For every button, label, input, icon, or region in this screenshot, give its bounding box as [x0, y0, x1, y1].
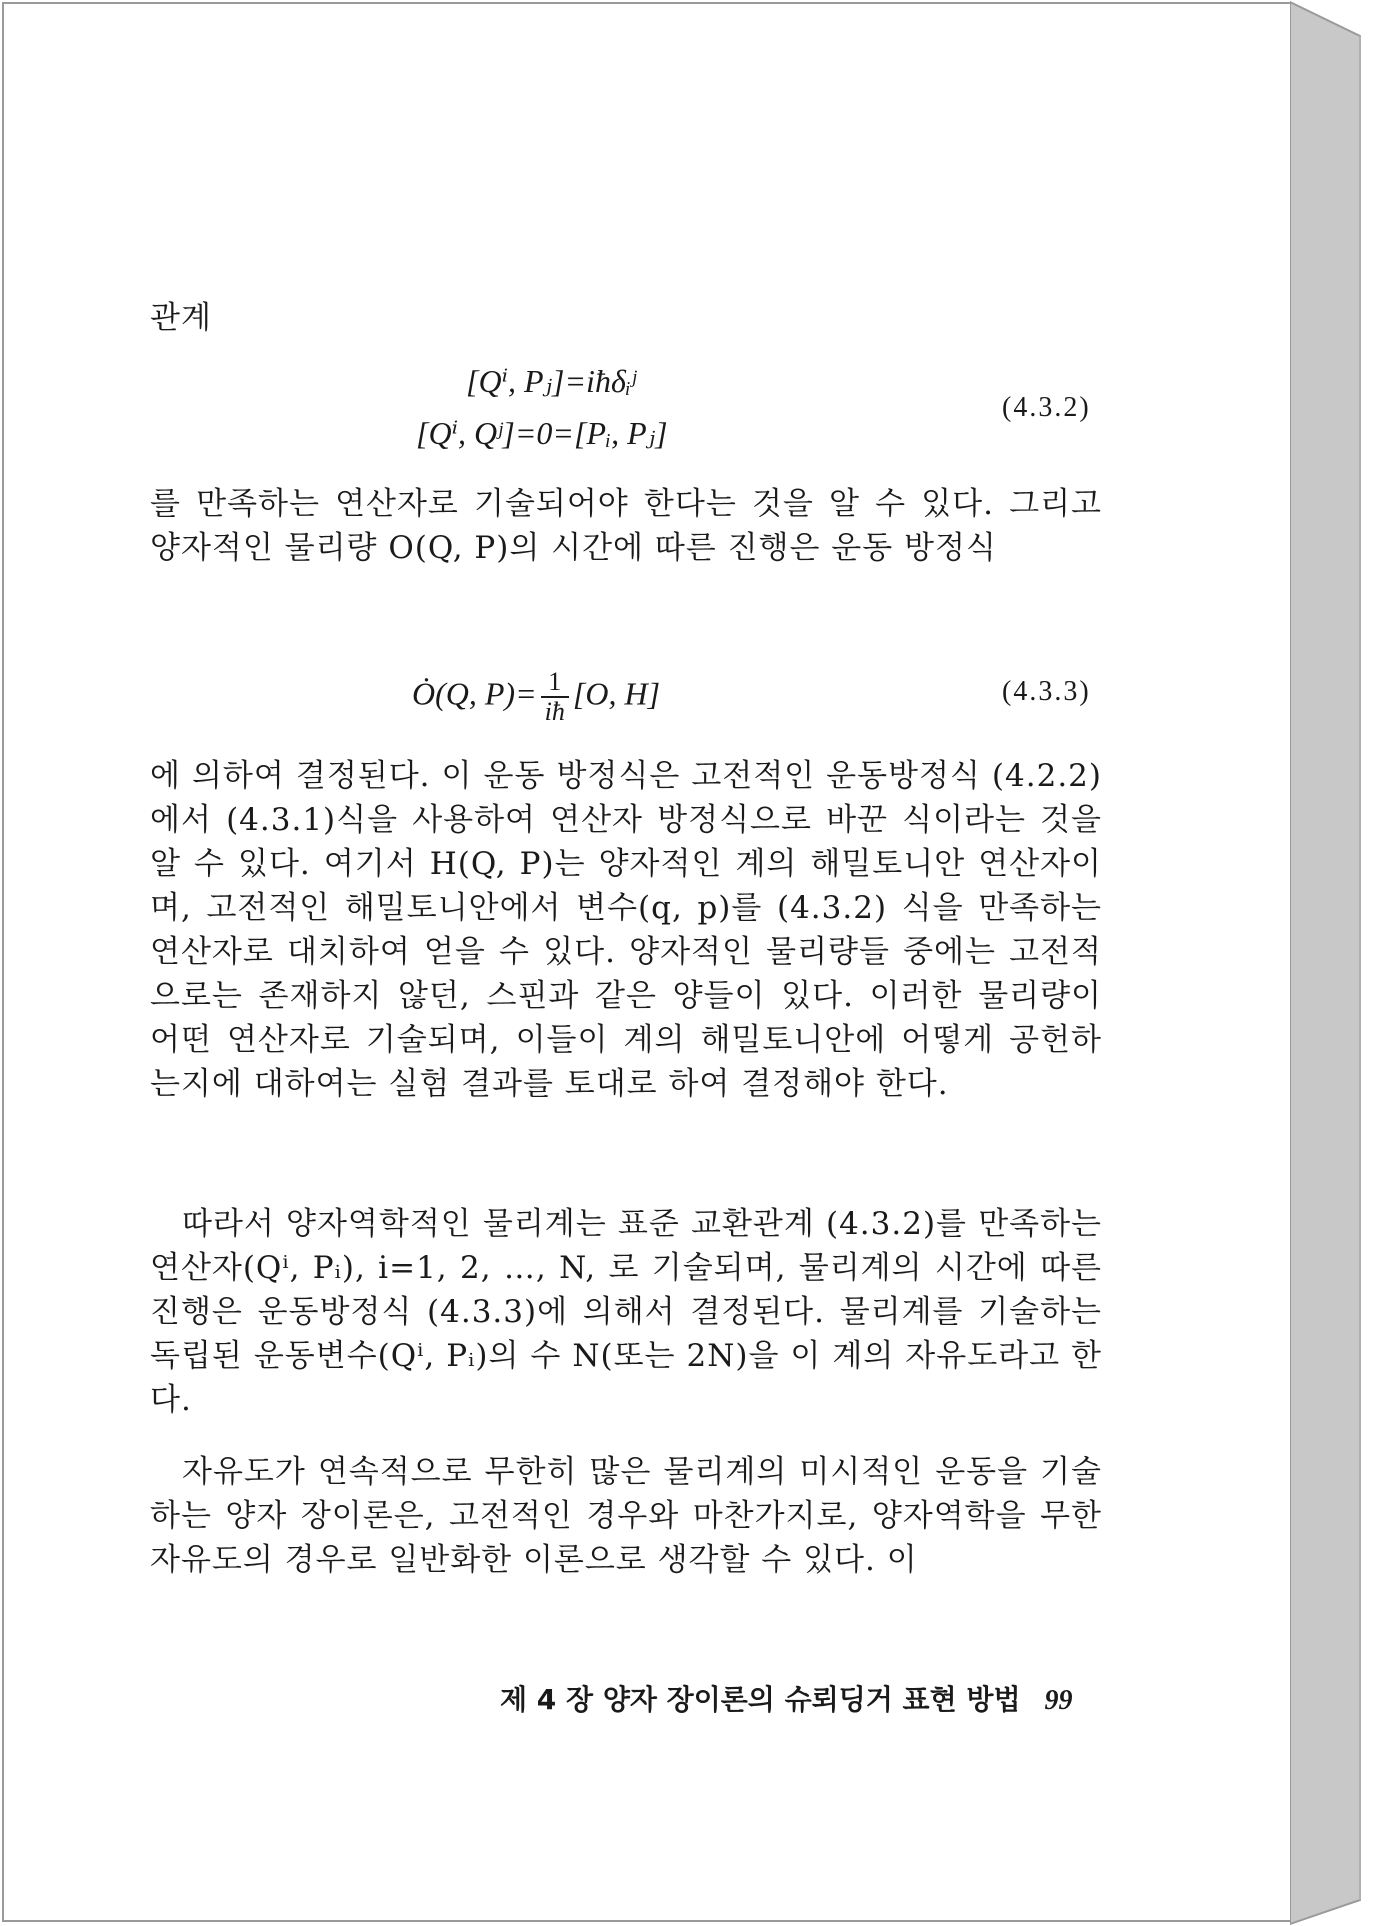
footer-chapter-title: 제 4 장 양자 장이론의 슈뢰딩거 표현 방법 — [500, 1683, 1021, 1716]
fraction-denominator: iħ — [544, 697, 565, 726]
equation-4-3-3-right: [O, H] — [572, 675, 661, 712]
equation-4-3-2-line1: [Qⁱ, Pⱼ]=iħδᵢʲ — [466, 363, 637, 399]
paragraph-2: 에 의하여 결정된다. 이 운동 방정식은 고전적인 운동방정식 (4.2.2)에서 (4.3.1)식을 사용하여 연산자 방정식으로 바꾼 식이라는 것을 알 수 있다. 여기서 H(Q, P)는 양자적인 계의 해밀토니안 연산자이며, 고전적인 해밀토니안에서 변수(q, p)를 (4.3.2) 식을 만족하는 연산자로 대치하여 얻을 수 있다. 양자적인 물리량들 중에는 고전적으로는 존재하지 않던, 스핀과 같은 양들이 있다. 이러한 물리량이 어떤 연산자로 기술되며, 이들이 계의 해밀토니안에 어떻게 공헌하는지에 대하여는 실험 결과를 토대로 하여 결정해야 한다. — [150, 758, 1102, 1102]
paragraph-3: 따라서 양자역학적인 물리계는 표준 교환관계 (4.3.2)를 만족하는 연산자(Qⁱ, Pᵢ), i=1, 2, …, N, 로 기술되며, 물리계의 시간에 따른 진행은 운동방정식 (4.3.3)에 의해서 결정된다. 물리계를 기술하는 독립된 운동변수(Qⁱ, Pᵢ)의 수 N(또는 2N)을 이 계의 자유도라고 한다. — [150, 1206, 1102, 1418]
equation-4-3-3-left: Ȯ(Q, P)= — [412, 675, 537, 712]
equation-4-3-3 — [412, 668, 660, 726]
page-edge — [1290, 0, 1386, 1926]
equation-label-4-3-2: (4.3.2) — [1002, 392, 1091, 423]
paragraph-1: 를 만족하는 연산자로 기술되어야 한다는 것을 알 수 있다. 그리고 양자적인 물리량 O(Q, P)의 시간에 따른 진행은 운동 방정식 — [150, 486, 1102, 566]
fraction-numerator: 1 — [541, 668, 569, 698]
paragraph-4: 자유도가 연속적으로 무한히 많은 물리계의 미시적인 운동을 기술하는 양자 장이론은, 고전적인 경우와 마찬가지로, 양자역학을 무한 자유도의 경우로 일반화한 이론으로 생각할 수 있다. 이 — [150, 1454, 1102, 1578]
equation-4-3-2-line2: [Qⁱ, Qʲ]=0=[Pᵢ, Pⱼ] — [416, 415, 668, 451]
intro-word: 관계 — [150, 300, 212, 336]
page-footer — [500, 1678, 1073, 1718]
equation-4-3-3-fraction — [541, 668, 569, 726]
page-number: 99 — [1044, 1685, 1073, 1716]
equation-label-4-3-3: (4.3.3) — [1002, 676, 1091, 707]
